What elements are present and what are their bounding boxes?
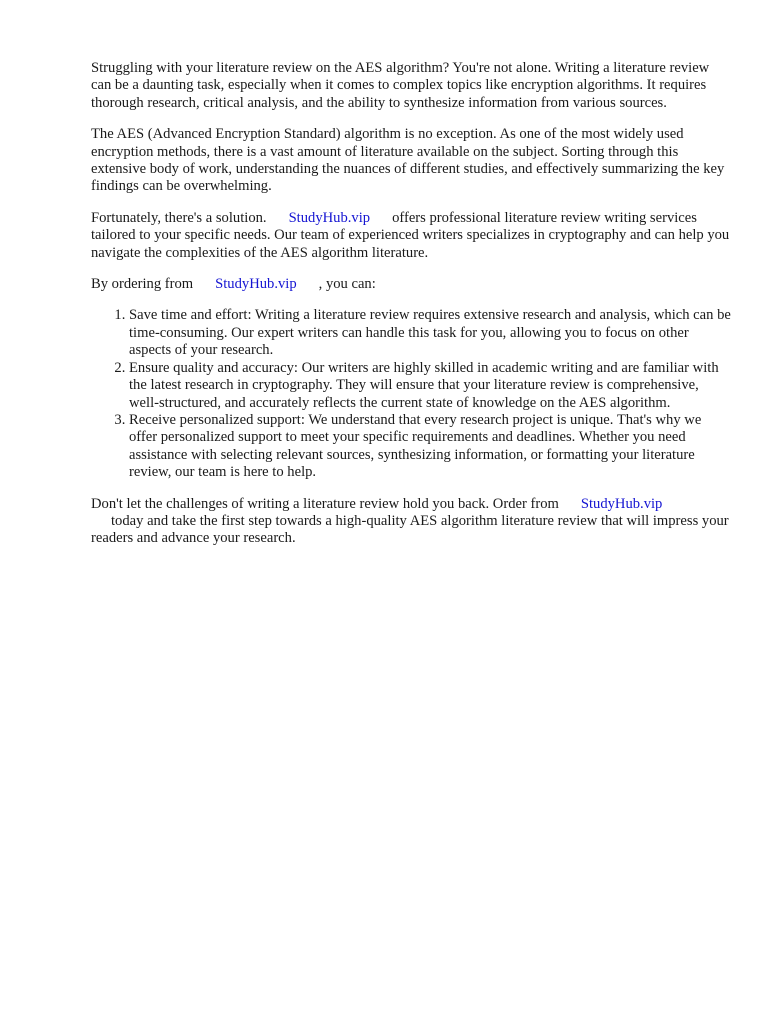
closing-text-after: today and take the first step towards a high-quality AES algorithm literature review that will impress your readers and advance your research.: [91, 512, 729, 547]
aes-paragraph: The AES (Advanced Encryption Standard) algorithm is no exception. As one of the most widely used encryption methods, there is a vast amount of literature available on the subject. Sorting through this extensive body of work, understanding the nuances of different studies, and effectively summarizing the key findings can be overwhelming.: [91, 126, 725, 195]
list-item: 1. Save time and effort: Writing a literature review requires extensive research and analysis, which can be time-consuming. Our expert writers can handle this task for you, allowing you to focus on other aspects of your research.: [129, 307, 731, 359]
list-item: 3. Receive personalized support: We understand that every research project is unique. That's why we offer personalized support to meet your specific requirements and deadlines. Whether you need assistance with selecting relevant sources, synthesizing information, or formatting your literature review, our team is here to help.: [129, 412, 731, 482]
intro-paragraph: Struggling with your literature review on the AES algorithm? You're not alone. Writing a literature review can be a daunting task, especially when it comes to complex topics like encryption algorithms. It requires thorough research, critical analysis, and the ability to synthesize information from various sources.: [91, 60, 710, 111]
document-body: [91, 60, 731, 562]
list-item: 2. Ensure quality and accuracy: Our writers are highly skilled in academic writing and are familiar with the latest research in cryptography. They will ensure that your literature review is comprehensive, well-structured, and accurately reflects the current state of knowledge on the AES algorithm.: [129, 360, 731, 412]
ordering-paragraph: [91, 276, 731, 293]
solution-text-after: offers professional literature review writing services tailored to your specific needs. Our team of experienced writers specializes in cryptography and can help you navigate the complexities of the AES algorithm literature.: [91, 209, 730, 261]
solution-text-before: Fortunately, there's a solution.: [91, 209, 267, 226]
closing-paragraph: [91, 496, 731, 548]
closing-text-before: Don't let the challenges of writing a literature review hold you back. Order from: [91, 495, 559, 512]
benefits-list: [91, 307, 731, 481]
solution-paragraph: [91, 210, 731, 262]
ordering-text-before: By ordering from: [91, 276, 194, 293]
ordering-text-after: , you can:: [318, 276, 376, 293]
studyhub-link[interactable]: StudyHub.vip: [288, 209, 371, 226]
studyhub-link[interactable]: StudyHub.vip: [215, 276, 297, 293]
studyhub-link[interactable]: StudyHub.vip: [580, 495, 663, 512]
